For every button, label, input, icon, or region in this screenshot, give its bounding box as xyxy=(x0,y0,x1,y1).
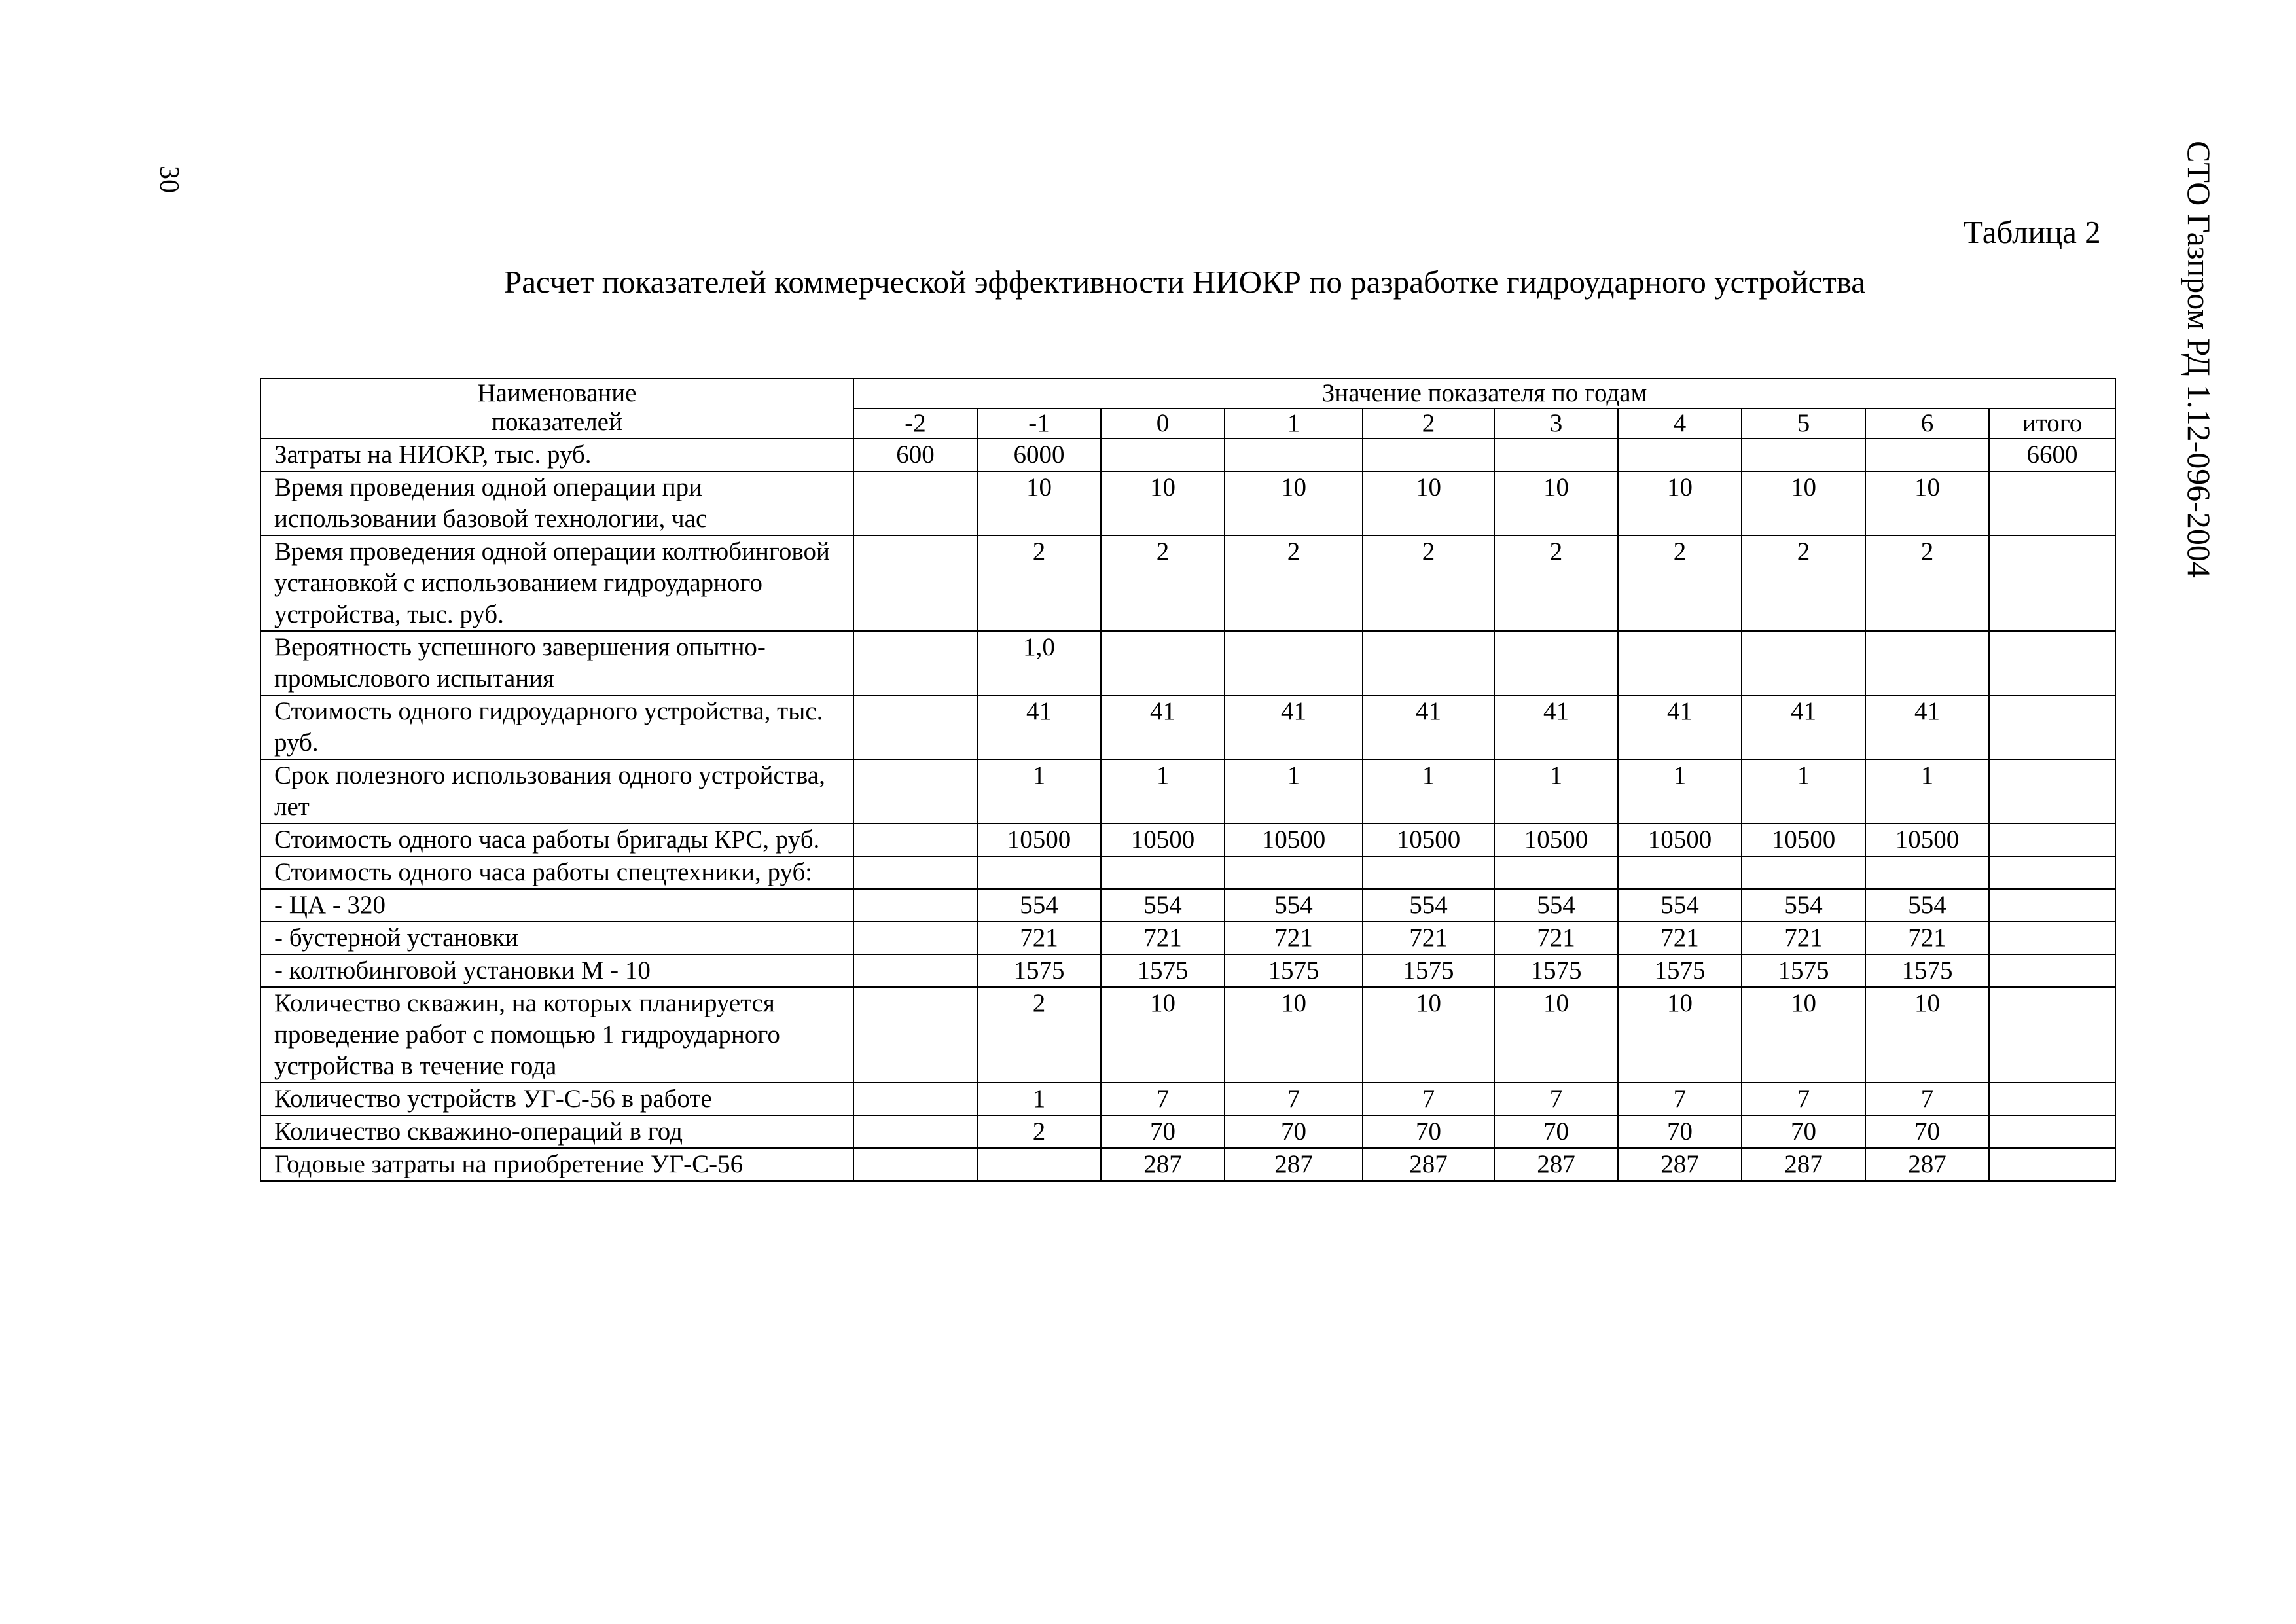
value-cell xyxy=(1225,439,1363,471)
header-year-cell: 2 xyxy=(1363,408,1494,439)
value-cell: 1 xyxy=(1865,759,1989,823)
value-cell: 70 xyxy=(1101,1115,1225,1148)
value-cell: 1575 xyxy=(1865,954,1989,987)
value-cell: 287 xyxy=(1618,1148,1742,1181)
indicator-name-cell: Срок полезного использования одного устройства, лет xyxy=(260,759,853,823)
value-cell: 554 xyxy=(1494,889,1618,922)
value-cell xyxy=(853,1115,977,1148)
value-cell xyxy=(1742,439,1865,471)
value-cell xyxy=(1989,954,2115,987)
value-cell: 554 xyxy=(977,889,1101,922)
value-cell: 554 xyxy=(1225,889,1363,922)
value-cell xyxy=(853,823,977,856)
value-cell xyxy=(853,987,977,1083)
value-cell xyxy=(1865,856,1989,889)
table-label: Таблица 2 xyxy=(1964,214,2101,250)
value-cell: 7 xyxy=(1101,1083,1225,1115)
value-cell xyxy=(1989,631,2115,695)
value-cell xyxy=(1865,631,1989,695)
value-cell: 287 xyxy=(1101,1148,1225,1181)
value-cell: 2 xyxy=(1494,535,1618,631)
value-cell: 721 xyxy=(1101,922,1225,954)
value-cell: 1575 xyxy=(1494,954,1618,987)
value-cell xyxy=(1101,856,1225,889)
value-cell: 41 xyxy=(1225,695,1363,759)
indicator-name-cell: Стоимость одного гидроударного устройства, тыс. руб. xyxy=(260,695,853,759)
value-cell xyxy=(1618,439,1742,471)
value-cell: 10 xyxy=(1742,987,1865,1083)
value-cell xyxy=(1618,631,1742,695)
value-cell: 1 xyxy=(1225,759,1363,823)
value-cell: 1 xyxy=(1742,759,1865,823)
value-cell xyxy=(853,922,977,954)
value-cell: 287 xyxy=(1225,1148,1363,1181)
value-cell: 10500 xyxy=(1742,823,1865,856)
value-cell xyxy=(977,856,1101,889)
indicators-table xyxy=(260,378,2116,1182)
header-year-cell: 5 xyxy=(1742,408,1865,439)
value-cell: 10500 xyxy=(1618,823,1742,856)
value-cell: 70 xyxy=(1494,1115,1618,1148)
value-cell: 2 xyxy=(1742,535,1865,631)
value-cell: 554 xyxy=(1742,889,1865,922)
indicator-name-cell: Затраты на НИОКР, тыс. руб. xyxy=(260,439,853,471)
value-cell: 1 xyxy=(1101,759,1225,823)
value-cell: 10 xyxy=(1618,987,1742,1083)
value-cell: 287 xyxy=(1865,1148,1989,1181)
value-cell: 6600 xyxy=(1989,439,2115,471)
value-cell xyxy=(853,1083,977,1115)
value-cell: 554 xyxy=(1363,889,1494,922)
table-row xyxy=(260,695,2115,759)
table-body xyxy=(260,439,2115,1181)
value-cell xyxy=(1989,1083,2115,1115)
value-cell: 10 xyxy=(1101,471,1225,535)
value-cell xyxy=(1363,856,1494,889)
header-name-line1: Наименование xyxy=(477,379,637,407)
value-cell xyxy=(1865,439,1989,471)
value-cell: 41 xyxy=(977,695,1101,759)
value-cell: 10 xyxy=(1865,987,1989,1083)
value-cell: 10500 xyxy=(1363,823,1494,856)
value-cell: 10 xyxy=(1742,471,1865,535)
value-cell xyxy=(1989,987,2115,1083)
value-cell: 1,0 xyxy=(977,631,1101,695)
value-cell: 7 xyxy=(1865,1083,1989,1115)
indicator-name-cell: Вероятность успешного завершения опытно-промыслового испытания xyxy=(260,631,853,695)
value-cell xyxy=(1742,856,1865,889)
value-cell: 10500 xyxy=(977,823,1101,856)
value-cell: 1575 xyxy=(1742,954,1865,987)
header-year-cell: 4 xyxy=(1618,408,1742,439)
value-cell xyxy=(1101,439,1225,471)
value-cell xyxy=(1742,631,1865,695)
value-cell: 7 xyxy=(1742,1083,1865,1115)
table-row xyxy=(260,954,2115,987)
value-cell xyxy=(1989,856,2115,889)
value-cell: 70 xyxy=(1618,1115,1742,1148)
value-cell: 1575 xyxy=(1225,954,1363,987)
value-cell: 287 xyxy=(1363,1148,1494,1181)
indicator-name-cell: Время проведения одной операции колтюбинговой установкой с использованием гидроударного устройства, тыс. руб. xyxy=(260,535,853,631)
value-cell: 41 xyxy=(1494,695,1618,759)
value-cell: 721 xyxy=(1494,922,1618,954)
value-cell xyxy=(1989,471,2115,535)
table-header xyxy=(260,378,2115,439)
value-cell: 10 xyxy=(1618,471,1742,535)
table-title: Расчет показателей коммерческой эффективности НИОКР по разработке гидроударного устройства xyxy=(504,264,1865,300)
table-row xyxy=(260,1083,2115,1115)
value-cell: 2 xyxy=(1618,535,1742,631)
indicator-name-cell: Количество скважино-операций в год xyxy=(260,1115,853,1148)
value-cell: 1575 xyxy=(1101,954,1225,987)
value-cell: 1 xyxy=(1618,759,1742,823)
value-cell: 721 xyxy=(1225,922,1363,954)
value-cell xyxy=(1989,1115,2115,1148)
value-cell: 7 xyxy=(1494,1083,1618,1115)
value-cell xyxy=(853,695,977,759)
value-cell: 2 xyxy=(1225,535,1363,631)
value-cell: 10 xyxy=(977,471,1101,535)
value-cell: 70 xyxy=(1742,1115,1865,1148)
value-cell xyxy=(853,759,977,823)
value-cell: 6000 xyxy=(977,439,1101,471)
value-cell: 7 xyxy=(1225,1083,1363,1115)
value-cell: 1 xyxy=(977,759,1101,823)
value-cell: 287 xyxy=(1494,1148,1618,1181)
header-year-cell: 0 xyxy=(1101,408,1225,439)
table-row xyxy=(260,631,2115,695)
header-year-cell: 6 xyxy=(1865,408,1989,439)
value-cell: 10500 xyxy=(1225,823,1363,856)
value-cell xyxy=(1989,1148,2115,1181)
value-cell xyxy=(1101,631,1225,695)
value-cell: 2 xyxy=(1865,535,1989,631)
value-cell xyxy=(1618,856,1742,889)
value-cell: 7 xyxy=(1618,1083,1742,1115)
value-cell: 554 xyxy=(1101,889,1225,922)
page-number: 30 xyxy=(154,166,184,193)
value-cell: 2 xyxy=(1363,535,1494,631)
indicator-name-cell: Время проведения одной операции при использовании базовой технологии, час xyxy=(260,471,853,535)
value-cell: 2 xyxy=(977,987,1101,1083)
value-cell: 2 xyxy=(1101,535,1225,631)
value-cell: 2 xyxy=(977,1115,1101,1148)
indicator-name-cell: - колтюбинговой установки М - 10 xyxy=(260,954,853,987)
value-cell: 7 xyxy=(1363,1083,1494,1115)
value-cell: 10 xyxy=(1363,471,1494,535)
value-cell: 41 xyxy=(1865,695,1989,759)
value-cell: 10 xyxy=(1494,987,1618,1083)
value-cell: 10 xyxy=(1225,471,1363,535)
value-cell xyxy=(1989,889,2115,922)
indicator-name-cell: Количество устройств УГ-С-56 в работе xyxy=(260,1083,853,1115)
header-year-cell: 3 xyxy=(1494,408,1618,439)
value-cell: 721 xyxy=(1618,922,1742,954)
indicator-name-cell: Стоимость одного часа работы спецтехники, руб: xyxy=(260,856,853,889)
header-year-cell: -1 xyxy=(977,408,1101,439)
table-row xyxy=(260,439,2115,471)
value-cell: 721 xyxy=(1363,922,1494,954)
value-cell: 1 xyxy=(1363,759,1494,823)
table-row xyxy=(260,823,2115,856)
value-cell xyxy=(1494,856,1618,889)
value-cell xyxy=(1363,439,1494,471)
value-cell xyxy=(1989,535,2115,631)
value-cell: 554 xyxy=(1618,889,1742,922)
header-year-cell: итого xyxy=(1989,408,2115,439)
header-name-line2: показателей xyxy=(492,408,622,436)
value-cell xyxy=(1494,439,1618,471)
value-cell xyxy=(1989,922,2115,954)
value-cell: 70 xyxy=(1363,1115,1494,1148)
table-row xyxy=(260,535,2115,631)
indicator-name-cell: - ЦА - 320 xyxy=(260,889,853,922)
value-cell: 41 xyxy=(1742,695,1865,759)
value-cell: 70 xyxy=(1225,1115,1363,1148)
table-row xyxy=(260,922,2115,954)
table-row xyxy=(260,1115,2115,1148)
value-cell: 10 xyxy=(1101,987,1225,1083)
value-cell xyxy=(1494,631,1618,695)
value-cell xyxy=(977,1148,1101,1181)
value-cell xyxy=(1225,631,1363,695)
value-cell: 41 xyxy=(1363,695,1494,759)
value-cell: 10500 xyxy=(1865,823,1989,856)
document-code: СТО Газпром РД 1.12-096-2004 xyxy=(2181,141,2217,578)
table-row xyxy=(260,759,2115,823)
value-cell xyxy=(853,856,977,889)
indicator-name-cell: Стоимость одного часа работы бригады КРС, руб. xyxy=(260,823,853,856)
value-cell: 10 xyxy=(1865,471,1989,535)
value-cell xyxy=(853,471,977,535)
value-cell: 1575 xyxy=(1363,954,1494,987)
value-cell: 1575 xyxy=(1618,954,1742,987)
value-cell xyxy=(853,631,977,695)
table-row xyxy=(260,1148,2115,1181)
indicator-name-cell: - бустерной установки xyxy=(260,922,853,954)
value-cell: 41 xyxy=(1101,695,1225,759)
indicator-name-cell: Количество скважин, на которых планируется проведение работ с помощью 1 гидроударного устройства в течение года xyxy=(260,987,853,1083)
table-row xyxy=(260,471,2115,535)
value-cell: 2 xyxy=(977,535,1101,631)
value-cell: 1 xyxy=(1494,759,1618,823)
value-cell xyxy=(1363,631,1494,695)
value-cell: 10500 xyxy=(1494,823,1618,856)
value-cell: 721 xyxy=(1742,922,1865,954)
value-cell: 10 xyxy=(1363,987,1494,1083)
table-row xyxy=(260,889,2115,922)
header-indicator-name xyxy=(260,378,853,439)
value-cell: 10 xyxy=(1225,987,1363,1083)
value-cell: 10 xyxy=(1494,471,1618,535)
value-cell xyxy=(853,535,977,631)
value-cell: 41 xyxy=(1618,695,1742,759)
value-cell xyxy=(1989,759,2115,823)
value-cell: 10500 xyxy=(1101,823,1225,856)
value-cell: 287 xyxy=(1742,1148,1865,1181)
value-cell: 70 xyxy=(1865,1115,1989,1148)
table-row xyxy=(260,856,2115,889)
value-cell xyxy=(1989,823,2115,856)
indicator-name-cell: Годовые затраты на приобретение УГ-С-56 xyxy=(260,1148,853,1181)
value-cell: 1 xyxy=(977,1083,1101,1115)
header-year-cell: 1 xyxy=(1225,408,1363,439)
value-cell: 721 xyxy=(1865,922,1989,954)
value-cell xyxy=(1225,856,1363,889)
header-year-cell: -2 xyxy=(853,408,977,439)
value-cell xyxy=(853,954,977,987)
value-cell: 600 xyxy=(853,439,977,471)
value-cell: 1575 xyxy=(977,954,1101,987)
value-cell xyxy=(853,889,977,922)
value-cell xyxy=(1989,695,2115,759)
value-cell xyxy=(853,1148,977,1181)
table-row xyxy=(260,987,2115,1083)
header-values-by-year: Значение показателя по годам xyxy=(853,378,2115,408)
value-cell: 721 xyxy=(977,922,1101,954)
value-cell: 554 xyxy=(1865,889,1989,922)
